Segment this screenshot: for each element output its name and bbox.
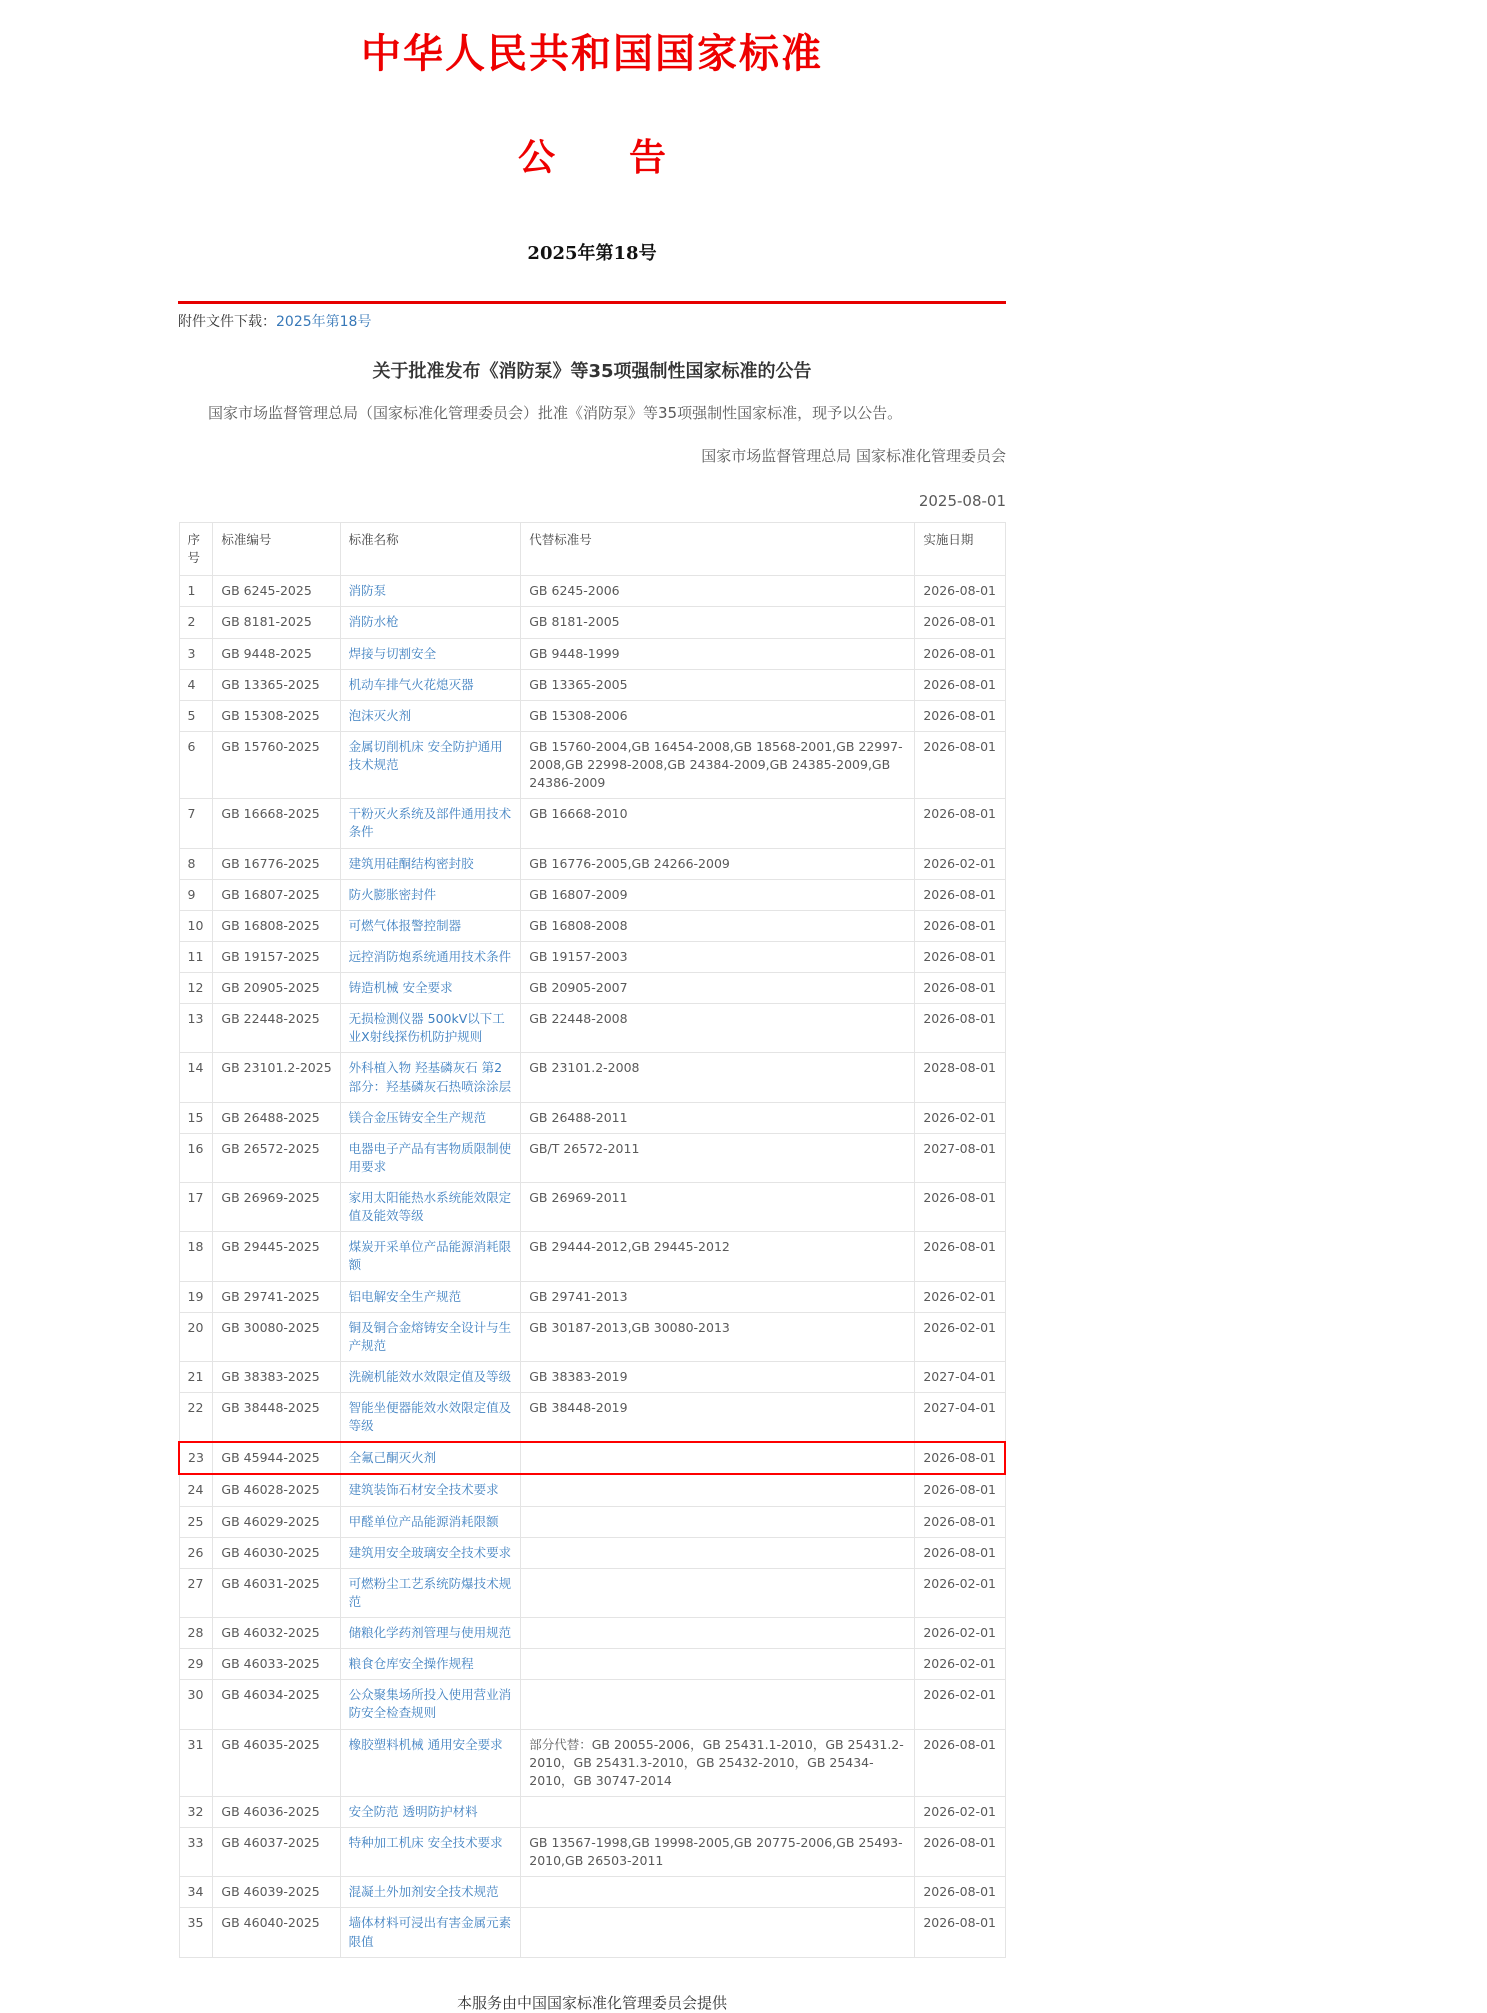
cell-standard-name	[340, 1102, 521, 1133]
cell-index: 5	[179, 700, 213, 731]
standard-name-link[interactable]: 可燃气体报警控制器	[348, 917, 462, 933]
cell-implementation-date: 2026-08-01	[915, 1506, 1005, 1537]
cell-index: 12	[179, 973, 213, 1004]
cell-index: 6	[179, 731, 213, 798]
cell-replaces: GB 29741-2013	[521, 1281, 915, 1312]
cell-implementation-date: 2026-08-01	[915, 1537, 1005, 1568]
cell-replaces: GB 38383-2019	[521, 1361, 915, 1392]
table-row	[179, 1361, 1005, 1392]
standard-name-link[interactable]: 墙体材料可浸出有害金属元素限值	[348, 1915, 512, 1949]
cell-replaces: GB 13365-2005	[521, 669, 915, 700]
cell-standard-name	[340, 973, 521, 1004]
cell-implementation-date: 2026-08-01	[915, 1183, 1005, 1232]
cell-implementation-date: 2026-08-01	[915, 638, 1005, 669]
standard-name-link[interactable]: 建筑用安全玻璃安全技术要求	[348, 1544, 512, 1560]
cell-implementation-date: 2026-08-01	[915, 576, 1005, 607]
cell-standard-code: GB 46040-2025	[213, 1908, 340, 1957]
cell-replaces: GB 30187-2013,GB 30080-2013	[521, 1312, 915, 1361]
cell-implementation-date: 2026-08-01	[915, 607, 1005, 638]
cell-replaces	[521, 1537, 915, 1568]
issue-date: 2025-08-01	[918, 492, 1006, 510]
standard-name-link[interactable]: 建筑装饰石材安全技术要求	[348, 1482, 499, 1498]
cell-implementation-date: 2026-02-01	[915, 1680, 1005, 1729]
table-row	[179, 973, 1005, 1004]
cell-index: 13	[179, 1004, 213, 1053]
cell-standard-name	[340, 1729, 521, 1796]
cell-standard-name	[340, 1004, 521, 1053]
cell-index: 33	[179, 1828, 213, 1877]
cell-standard-code: GB 46031-2025	[213, 1568, 340, 1617]
cell-index: 2	[179, 607, 213, 638]
cell-standard-code: GB 26572-2025	[213, 1133, 340, 1182]
cell-standard-name	[340, 941, 521, 972]
cell-implementation-date: 2026-02-01	[915, 1796, 1005, 1827]
cell-implementation-date: 2027-04-01	[915, 1393, 1005, 1443]
cell-replaces: 部分代替：GB 20055-2006，GB 25431.1-2010，GB 25431.2-2010，GB 25431.3-2010，GB 25432-2010，GB 25434-2010，GB 30747-2014	[521, 1729, 915, 1796]
cell-index: 3	[179, 638, 213, 669]
table-row	[179, 1232, 1005, 1281]
cell-standard-name	[340, 848, 521, 879]
table-row	[179, 1442, 1005, 1474]
cell-standard-code: GB 30080-2025	[213, 1312, 340, 1361]
cell-standard-code: GB 26969-2025	[213, 1183, 340, 1232]
table-row	[179, 799, 1005, 848]
cell-index: 11	[179, 941, 213, 972]
cell-replaces	[521, 1442, 915, 1474]
cell-implementation-date: 2026-02-01	[915, 1568, 1005, 1617]
cell-index: 29	[179, 1649, 213, 1680]
cell-implementation-date: 2026-02-01	[915, 1649, 1005, 1680]
cell-standard-name	[340, 1568, 521, 1617]
cell-implementation-date: 2026-08-01	[915, 1729, 1005, 1796]
cell-standard-name	[340, 669, 521, 700]
cell-standard-code: GB 46032-2025	[213, 1618, 340, 1649]
col-header-code: 标准编号	[213, 523, 340, 576]
cell-standard-name	[340, 1618, 521, 1649]
cell-index: 24	[179, 1474, 213, 1506]
cell-standard-name	[340, 1537, 521, 1568]
standard-name-link[interactable]: 橡胶塑料机械 通用安全要求	[348, 1736, 503, 1752]
cell-standard-name	[340, 1133, 521, 1182]
cell-index: 30	[179, 1680, 213, 1729]
cell-replaces: GB 8181-2005	[521, 607, 915, 638]
cell-implementation-date: 2026-08-01	[915, 1442, 1005, 1474]
cell-implementation-date: 2026-08-01	[915, 1232, 1005, 1281]
cell-replaces: GB 13567-1998,GB 19998-2005,GB 20775-2006,GB 25493-2010,GB 26503-2011	[521, 1828, 915, 1877]
table-row	[179, 1649, 1005, 1680]
standard-name-link[interactable]: 铝电解安全生产规范	[348, 1288, 462, 1304]
cell-standard-name	[340, 576, 521, 607]
table-row	[179, 1393, 1005, 1443]
standard-name-link[interactable]: 铸造机械 安全要求	[348, 980, 453, 995]
cell-standard-code: GB 22448-2025	[213, 1004, 340, 1053]
cell-standard-code: GB 46036-2025	[213, 1796, 340, 1827]
cell-standard-code: GB 6245-2025	[213, 576, 340, 607]
standard-name-link[interactable]: 泡沫灭火剂	[348, 707, 412, 723]
cell-index: 20	[179, 1312, 213, 1361]
cell-standard-code: GB 26488-2025	[213, 1102, 340, 1133]
cell-implementation-date: 2026-02-01	[915, 1281, 1005, 1312]
cell-standard-name	[340, 1474, 521, 1506]
cell-standard-code: GB 29445-2025	[213, 1232, 340, 1281]
cell-standard-name	[340, 1796, 521, 1827]
cell-implementation-date: 2026-08-01	[915, 1828, 1005, 1877]
standard-name-link[interactable]: 安全防范 透明防护材料	[348, 1803, 478, 1819]
standard-name-link[interactable]: 可燃粉尘工艺系统防爆技术规范	[348, 1575, 512, 1609]
cell-index: 4	[179, 669, 213, 700]
cell-standard-name	[340, 1442, 521, 1474]
cell-index: 14	[179, 1053, 213, 1102]
table-row	[179, 1312, 1005, 1361]
cell-standard-code: GB 9448-2025	[213, 638, 340, 669]
table-row	[179, 638, 1005, 669]
table-row	[179, 576, 1005, 607]
cell-replaces: GB 20905-2007	[521, 973, 915, 1004]
cell-standard-name	[340, 1232, 521, 1281]
cell-standard-code: GB 23101.2-2025	[213, 1053, 340, 1102]
standard-name-link[interactable]: 电器电子产品有害物质限制使用要求	[348, 1140, 512, 1174]
cell-index: 34	[179, 1877, 213, 1908]
cell-replaces: GB 22448-2008	[521, 1004, 915, 1053]
cell-replaces	[521, 1506, 915, 1537]
cell-replaces: GB 19157-2003	[521, 941, 915, 972]
cell-index: 25	[179, 1506, 213, 1537]
cell-standard-name	[340, 1680, 521, 1729]
standard-name-link[interactable]: 金属切削机床 安全防护通用技术规范	[348, 738, 503, 772]
cell-standard-code: GB 46033-2025	[213, 1649, 340, 1680]
table-row	[179, 1796, 1005, 1827]
standard-name-link[interactable]: 甲醛单位产品能源消耗限额	[348, 1513, 499, 1529]
cell-index: 16	[179, 1133, 213, 1182]
table-row	[179, 1102, 1005, 1133]
standard-name-link[interactable]: 消防泵	[348, 583, 387, 599]
col-header-index: 序号	[179, 523, 213, 576]
cell-replaces: GB 26488-2011	[521, 1102, 915, 1133]
cell-standard-code: GB 29741-2025	[213, 1281, 340, 1312]
announcement-page	[178, 0, 1006, 2013]
standard-name-link[interactable]: 混凝土外加剂安全技术规范	[348, 1884, 499, 1900]
cell-index: 23	[179, 1442, 213, 1474]
cell-standard-code: GB 46030-2025	[213, 1537, 340, 1568]
cell-standard-name	[340, 1312, 521, 1361]
attachment-label: 附件文件下载：	[178, 314, 276, 330]
cell-standard-name	[340, 638, 521, 669]
cell-standard-code: GB 15760-2025	[213, 731, 340, 798]
col-header-replaces: 代替标准号	[521, 523, 915, 576]
cell-replaces: GB 16668-2010	[521, 799, 915, 848]
cell-implementation-date: 2026-08-01	[915, 700, 1005, 731]
page-title: 中华人民共和国国家标准	[361, 30, 823, 77]
standard-name-link[interactable]: 全氟己酮灭火剂	[348, 1450, 437, 1466]
cell-replaces: GB 38448-2019	[521, 1393, 915, 1443]
cell-replaces	[521, 1877, 915, 1908]
cell-standard-name	[340, 731, 521, 798]
cell-index: 9	[179, 879, 213, 910]
table-row	[179, 607, 1005, 638]
table-row	[179, 1183, 1005, 1232]
table-row	[179, 731, 1005, 798]
cell-standard-code: GB 38448-2025	[213, 1393, 340, 1443]
table-row	[179, 1680, 1005, 1729]
standard-name-link[interactable]: 防火膨胀密封件	[348, 886, 437, 902]
cell-standard-name	[340, 1281, 521, 1312]
cell-index: 10	[179, 910, 213, 941]
cell-standard-name	[340, 910, 521, 941]
standard-name-link[interactable]: 煤炭开采单位产品能源消耗限额	[348, 1239, 512, 1273]
cell-index: 7	[179, 799, 213, 848]
cell-standard-code: GB 38383-2025	[213, 1361, 340, 1392]
cell-standard-name	[340, 1053, 521, 1102]
cell-index: 22	[179, 1393, 213, 1443]
cell-standard-name	[340, 1183, 521, 1232]
cell-index: 27	[179, 1568, 213, 1617]
cell-replaces: GB 15308-2006	[521, 700, 915, 731]
cell-standard-code: GB 13365-2025	[213, 669, 340, 700]
cell-standard-code: GB 16776-2025	[213, 848, 340, 879]
table-row	[179, 1506, 1005, 1537]
standard-name-link[interactable]: 镁合金压铸安全生产规范	[348, 1109, 487, 1125]
cell-index: 31	[179, 1729, 213, 1796]
standard-name-link[interactable]: 干粉灭火系统及部件通用技术条件	[348, 806, 512, 840]
table-row	[179, 879, 1005, 910]
cell-implementation-date: 2027-08-01	[915, 1133, 1005, 1182]
standard-name-link[interactable]: 外科植入物 羟基磷灰石 第2部分：羟基磷灰石热喷涂涂层	[348, 1060, 512, 1094]
cell-implementation-date: 2026-08-01	[915, 1908, 1005, 1957]
standard-name-link[interactable]: 特种加工机床 安全技术要求	[348, 1835, 503, 1850]
standard-name-link[interactable]: 铜及铜合金熔铸安全设计与生产规范	[348, 1319, 512, 1353]
cell-standard-name	[340, 879, 521, 910]
cell-standard-code: GB 46037-2025	[213, 1828, 340, 1877]
cell-replaces	[521, 1474, 915, 1506]
cell-replaces: GB 16776-2005,GB 24266-2009	[521, 848, 915, 879]
cell-implementation-date: 2028-08-01	[915, 1053, 1005, 1102]
table-row	[179, 1729, 1005, 1796]
cell-standard-name	[340, 1828, 521, 1877]
cell-standard-code: GB 16668-2025	[213, 799, 340, 848]
attachment-link[interactable]: 2025年第18号	[276, 314, 372, 330]
cell-replaces	[521, 1568, 915, 1617]
table-row	[179, 1568, 1005, 1617]
cell-standard-name	[340, 1649, 521, 1680]
standards-table	[178, 522, 1006, 1958]
table-header-row	[179, 523, 1005, 576]
table-row	[179, 1537, 1005, 1568]
table-row	[179, 1828, 1005, 1877]
standard-name-link[interactable]: 智能坐便器能效水效限定值及等级	[348, 1400, 512, 1434]
cell-standard-code: GB 46039-2025	[213, 1877, 340, 1908]
table-row	[179, 1004, 1005, 1053]
cell-index: 8	[179, 848, 213, 879]
cell-implementation-date: 2026-08-01	[915, 941, 1005, 972]
cell-replaces: GB 16808-2008	[521, 910, 915, 941]
table-row	[179, 1281, 1005, 1312]
cell-implementation-date: 2026-02-01	[915, 1102, 1005, 1133]
table-row	[179, 1618, 1005, 1649]
cell-standard-code: GB 46034-2025	[213, 1680, 340, 1729]
cell-implementation-date: 2026-08-01	[915, 1004, 1005, 1053]
cell-replaces: GB 6245-2006	[521, 576, 915, 607]
cell-index: 32	[179, 1796, 213, 1827]
cell-replaces: GB 15760-2004,GB 16454-2008,GB 18568-2001,GB 22997-2008,GB 22998-2008,GB 24384-2009,GB 24385-2009,GB 24386-2009	[521, 731, 915, 798]
cell-implementation-date: 2026-08-01	[915, 799, 1005, 848]
cell-standard-code: GB 16808-2025	[213, 910, 340, 941]
cell-replaces	[521, 1649, 915, 1680]
body-paragraph: 国家市场监督管理总局（国家标准化管理委员会）批准《消防泵》等35项强制性国家标准，现予以公告。	[208, 404, 903, 422]
cell-standard-name	[340, 1506, 521, 1537]
cell-replaces	[521, 1618, 915, 1649]
table-row	[179, 910, 1005, 941]
cell-implementation-date: 2026-02-01	[915, 848, 1005, 879]
cell-implementation-date: 2026-08-01	[915, 1877, 1005, 1908]
cell-standard-code: GB 16807-2025	[213, 879, 340, 910]
cell-index: 21	[179, 1361, 213, 1392]
cell-implementation-date: 2026-08-01	[915, 731, 1005, 798]
cell-implementation-date: 2026-02-01	[915, 1618, 1005, 1649]
cell-implementation-date: 2027-04-01	[915, 1361, 1005, 1392]
cell-standard-name	[340, 1877, 521, 1908]
cell-standard-name	[340, 1908, 521, 1957]
cell-implementation-date: 2026-08-01	[915, 879, 1005, 910]
cell-standard-code: GB 46035-2025	[213, 1729, 340, 1796]
table-row	[179, 1908, 1005, 1957]
col-header-name: 标准名称	[340, 523, 521, 576]
cell-index: 35	[179, 1908, 213, 1957]
table-row	[179, 1474, 1005, 1506]
attachment-row	[178, 312, 1006, 333]
cell-replaces	[521, 1680, 915, 1729]
cell-replaces: GB/T 26572-2011	[521, 1133, 915, 1182]
cell-implementation-date: 2026-08-01	[915, 1474, 1005, 1506]
document-title: 关于批准发布《消防泵》等35项强制性国家标准的公告	[372, 361, 812, 382]
cell-implementation-date: 2026-08-01	[915, 973, 1005, 1004]
standard-name-link[interactable]: 公众聚集场所投入使用营业消防安全检查规则	[348, 1687, 512, 1721]
standard-name-link[interactable]: 家用太阳能热水系统能效限定值及能效等级	[348, 1190, 512, 1224]
cell-index: 17	[179, 1183, 213, 1232]
cell-standard-code: GB 20905-2025	[213, 973, 340, 1004]
cell-replaces	[521, 1796, 915, 1827]
cell-index: 19	[179, 1281, 213, 1312]
standard-name-link[interactable]: 粮食仓库安全操作规程	[348, 1656, 474, 1672]
cell-standard-code: GB 19157-2025	[213, 941, 340, 972]
cell-standard-code: GB 45944-2025	[213, 1442, 340, 1474]
standard-name-link[interactable]: 无损检测仪器 500kV以下工业X射线探伤机防护规则	[348, 1011, 505, 1045]
issue-number: 2025年第18号	[527, 243, 657, 264]
standard-name-link[interactable]: 远控消防炮系统通用技术条件	[348, 948, 512, 964]
cell-standard-code: GB 46029-2025	[213, 1506, 340, 1537]
cell-index: 28	[179, 1618, 213, 1649]
cell-index: 15	[179, 1102, 213, 1133]
cell-standard-name	[340, 700, 521, 731]
cell-standard-code: GB 8181-2025	[213, 607, 340, 638]
cell-replaces: GB 29444-2012,GB 29445-2012	[521, 1232, 915, 1281]
cell-index: 26	[179, 1537, 213, 1568]
cell-standard-name	[340, 1393, 521, 1443]
cell-index: 18	[179, 1232, 213, 1281]
standard-name-link[interactable]: 储粮化学药剂管理与使用规范	[348, 1625, 512, 1640]
cell-replaces	[521, 1908, 915, 1957]
table-row	[179, 1053, 1005, 1102]
cell-replaces: GB 26969-2011	[521, 1183, 915, 1232]
standard-name-link[interactable]: 建筑用硅酮结构密封胶	[348, 855, 474, 871]
cell-standard-name	[340, 607, 521, 638]
cell-standard-name	[340, 799, 521, 848]
cell-implementation-date: 2026-08-01	[915, 669, 1005, 700]
standard-name-link[interactable]: 洗碗机能效水效限定值及等级	[348, 1368, 512, 1384]
cell-index: 1	[179, 576, 213, 607]
standard-name-link[interactable]: 消防水枪	[348, 614, 399, 630]
cell-replaces: GB 23101.2-2008	[521, 1053, 915, 1102]
cell-implementation-date: 2026-02-01	[915, 1312, 1005, 1361]
cell-implementation-date: 2026-08-01	[915, 910, 1005, 941]
standard-name-link[interactable]: 机动车排气火花熄灭器	[348, 676, 474, 692]
cell-standard-code: GB 46028-2025	[213, 1474, 340, 1506]
footer-note: 本服务由中国国家标准化管理委员会提供	[456, 1993, 727, 2012]
cell-replaces: GB 16807-2009	[521, 879, 915, 910]
issuer-line: 国家市场监督管理总局 国家标准化管理委员会	[701, 447, 1006, 465]
table-row	[179, 848, 1005, 879]
table-row	[179, 700, 1005, 731]
table-row	[179, 1877, 1005, 1908]
red-divider	[178, 301, 1006, 304]
standard-name-link[interactable]: 焊接与切割安全	[348, 645, 437, 661]
cell-standard-name	[340, 1361, 521, 1392]
announcement-subtitle: 公 告	[518, 135, 666, 179]
cell-replaces: GB 9448-1999	[521, 638, 915, 669]
table-row	[179, 941, 1005, 972]
table-row	[179, 1133, 1005, 1182]
cell-standard-code: GB 15308-2025	[213, 700, 340, 731]
table-row	[179, 669, 1005, 700]
col-header-date: 实施日期	[915, 523, 1005, 576]
